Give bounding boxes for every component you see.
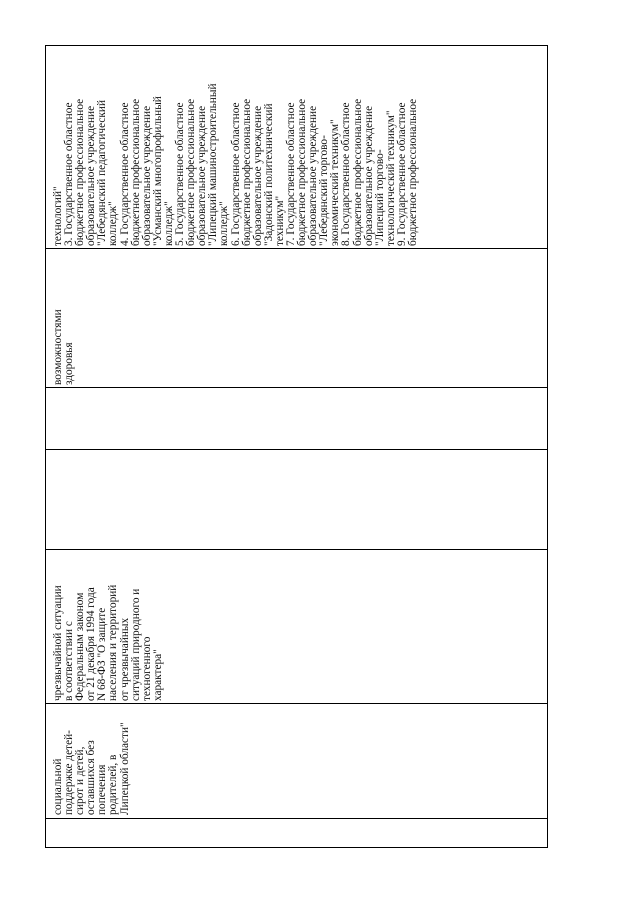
- table-border-right: [547, 45, 548, 848]
- table-border-top: [45, 45, 547, 46]
- cell-recipients-group: социальной поддержке детей- сирот и детей, оставшихся без попечения родителей, в Липецкой области": [52, 722, 131, 815]
- table-border-bottom: [45, 847, 547, 848]
- row-divider-2: [45, 387, 547, 388]
- row-divider-4: [45, 549, 547, 550]
- cell-health-capabilities: возможностями здоровья: [52, 309, 76, 385]
- table-border-left: [45, 45, 46, 848]
- row-divider-6: [45, 818, 547, 819]
- cell-institutions-list: технологий" 3. Государственное областное бюджетное профессиональное образовательное учреждение "Лебедянский педагогический колледж" 4. Государственное областное бюджетное профессиональное образовательное учреждение "Усманский многопрофильный колледж" 5. Государственное областное бюджетное профессиональное образовательное учреждение "Липецкий машиностроительный колледж" 6. Государственное областное бюджетное профессиональное образовательное учреждение "Задонский политехнический техникум" 7. Государственное областное бюджетное профессиональное образовательное учреждение "Лебедянский торгово- экономический техникум" 8. Государственное областное бюджетное профессиональное образовательное учреждение "Липецкий торгово- технологический техникум" 9. Государственное областное бюджетное профессиональное: [52, 83, 419, 246]
- row-divider-5: [45, 703, 547, 704]
- cell-emergency-situation: чрезвычайной ситуации в соответствии с Федеральным законом от 21 декабря 1994 года N 68-ФЗ "О защите населения и территорий от чрезвычайных ситуаций природного и техногенного характера": [52, 584, 164, 701]
- row-divider-3: [45, 449, 547, 450]
- row-divider-1: [45, 248, 547, 249]
